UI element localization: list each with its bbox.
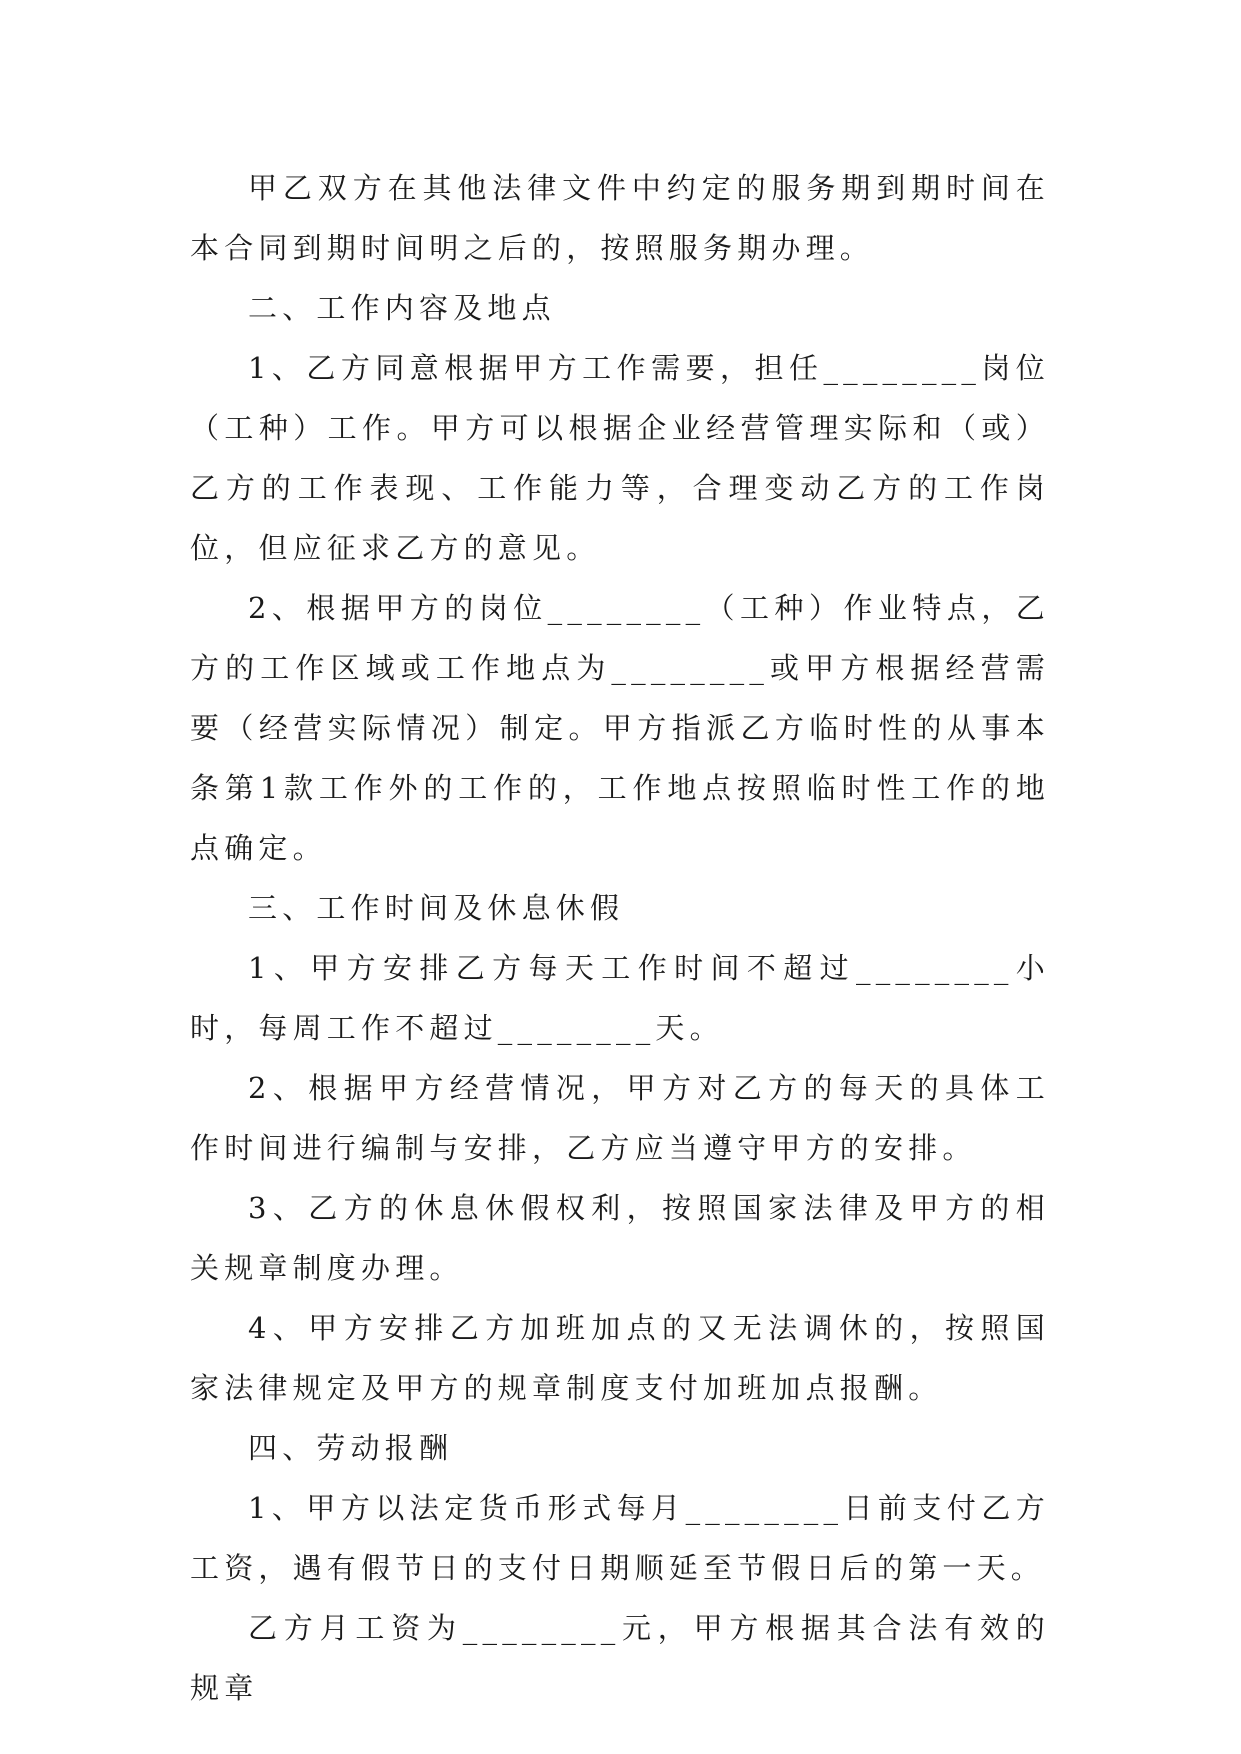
- paragraph-overtime: 4、甲方安排乙方加班加点的又无法调休的，按照国家法律规定及甲方的规章制度支付加班加点报酬。: [190, 1311, 1050, 1405]
- paragraph-service-period: 甲乙双方在其他法律文件中约定的服务期到期时间在本合同到期时间明之后的，按照服务期办理。: [190, 171, 1050, 265]
- document-body: [190, 158, 1050, 1718]
- paragraph-schedule: 2、根据甲方经营情况，甲方对乙方的每天的具体工作时间进行编制与安排，乙方应当遵守甲方的安排。: [190, 1071, 1050, 1165]
- paragraph-rest-rights: 3、乙方的休息休假权利，按照国家法律及甲方的相关规章制度办理。: [190, 1191, 1050, 1285]
- heading-work-hours-leave: 三、工作时间及休息休假: [248, 891, 625, 925]
- paragraph-work-location: 2、根据甲方的岗位________（工种）作业特点，乙方的工作区域或工作地点为________或甲方根据经营需要（经营实际情况）制定。甲方指派乙方临时性的从事本条第1款工作外的工作的，工作地点按照临时性工作的地点确定。: [190, 591, 1050, 865]
- heading-work-content-location: 二、工作内容及地点: [248, 291, 556, 325]
- heading-remuneration: 四、劳动报酬: [248, 1431, 454, 1465]
- paragraph-position: 1、乙方同意根据甲方工作需要，担任________岗位（工种）工作。甲方可以根据企业经营管理实际和（或）乙方的工作表现、工作能力等，合理变动乙方的工作岗位，但应征求乙方的意见。: [190, 351, 1050, 565]
- paragraph-pay-date: 1、甲方以法定货币形式每月________日前支付乙方工资，遇有假节日的支付日期顺延至节假日后的第一天。: [190, 1491, 1050, 1585]
- paragraph-monthly-salary: 乙方月工资为________元，甲方根据其合法有效的规章: [190, 1611, 1050, 1705]
- paragraph-daily-hours: 1、甲方安排乙方每天工作时间不超过________小时，每周工作不超过________天。: [190, 951, 1050, 1045]
